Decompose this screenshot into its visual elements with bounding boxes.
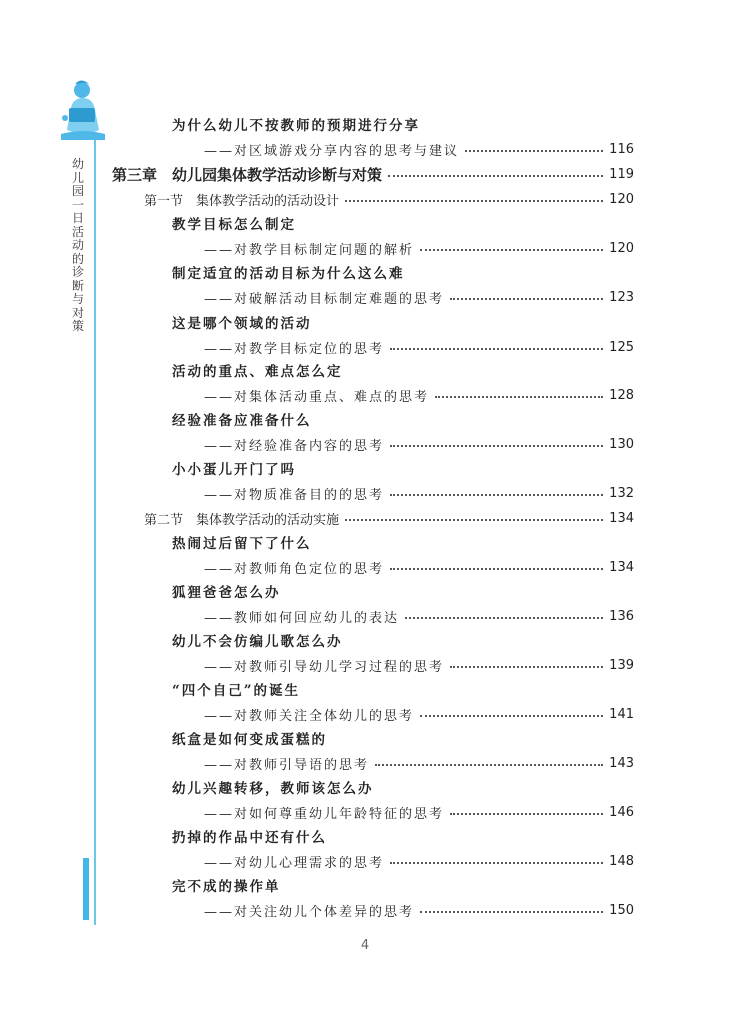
toc-page-number: 130 — [609, 436, 634, 452]
toc-text: 第二节 集体教学活动的活动实施 — [144, 512, 340, 528]
toc-text: 狐狸爸爸怎么办 — [172, 585, 281, 601]
toc-page-number: 116 — [609, 141, 634, 157]
page-number: 4 — [360, 938, 370, 953]
toc-entry-title[interactable] — [172, 358, 612, 382]
toc-text: 为什么幼儿不按教师的预期进行分享 — [172, 118, 420, 134]
toc-entry-title[interactable] — [172, 579, 612, 603]
toc-page-number: 119 — [609, 166, 634, 182]
toc-text: “四个自己”的诞生 — [172, 683, 301, 699]
toc-text: 经验准备应准备什么 — [172, 413, 312, 429]
toc-text: ——对如何尊重幼儿年龄特征的思考 — [204, 806, 445, 822]
toc-leader-dots — [390, 494, 603, 496]
toc-page-number: 143 — [609, 755, 634, 771]
toc-text: ——对教师角色定位的思考 — [204, 561, 385, 577]
toc-leader-dots — [405, 617, 603, 619]
toc-text: ——对教师关注全体幼儿的思考 — [204, 708, 415, 724]
toc-leader-dots — [345, 519, 603, 521]
toc-entry-title[interactable] — [172, 775, 612, 799]
toc-entry-subtitle[interactable] — [204, 653, 634, 677]
side-decor-bar — [83, 858, 89, 920]
toc-entry-subtitle[interactable] — [204, 702, 634, 726]
toc-text: 完不成的操作单 — [172, 879, 281, 895]
toc-leader-dots — [375, 764, 603, 766]
toc-leader-dots — [390, 445, 603, 447]
toc-leader-dots — [390, 348, 603, 350]
toc-text: ——教师如何回应幼儿的表达 — [204, 610, 400, 626]
toc-entry-title[interactable] — [172, 628, 612, 652]
toc-leader-dots — [435, 396, 603, 398]
child-reading-icon — [55, 78, 111, 142]
toc-entry-title[interactable] — [172, 211, 612, 235]
toc-text: 第三章 幼儿园集体教学活动诊断与对策 — [112, 165, 383, 184]
toc-entry-subtitle[interactable] — [204, 285, 634, 309]
toc-page-number: 148 — [609, 853, 634, 869]
toc-leader-dots — [388, 175, 603, 177]
toc-page-number: 150 — [609, 902, 634, 918]
toc-entry-subtitle[interactable] — [204, 432, 634, 456]
toc-entry-subtitle[interactable] — [204, 383, 634, 407]
toc-text: ——对教师引导语的思考 — [204, 757, 370, 773]
toc-text: 制定适宜的活动目标为什么这么难 — [172, 266, 405, 282]
toc-text: 扔掉的作品中还有什么 — [172, 830, 327, 846]
toc-leader-dots — [450, 666, 603, 668]
toc-entry-title[interactable] — [172, 456, 612, 480]
toc-section[interactable] — [144, 506, 634, 530]
toc-entry-title[interactable] — [172, 407, 612, 431]
toc-text: 幼儿兴趣转移，教师该怎么办 — [172, 781, 374, 797]
toc-leader-dots — [390, 862, 603, 864]
toc-text: 第一节 集体教学活动的活动设计 — [144, 193, 340, 209]
toc-leader-dots — [390, 568, 603, 570]
toc-page-number: 125 — [609, 339, 634, 355]
toc-text: 幼儿不会仿编儿歌怎么办 — [172, 634, 343, 650]
toc-text: 这是哪个领域的活动 — [172, 316, 312, 332]
toc-entry-subtitle[interactable] — [204, 236, 634, 260]
toc-text: ——对破解活动目标制定难题的思考 — [204, 291, 445, 307]
toc-entry-subtitle[interactable] — [204, 604, 634, 628]
side-decor-line — [94, 135, 96, 925]
toc-text: ——对教学目标制定问题的解析 — [204, 242, 415, 258]
toc-leader-dots — [420, 715, 603, 717]
toc-page-number: 132 — [609, 485, 634, 501]
toc-entry-subtitle[interactable] — [204, 800, 634, 824]
toc-entry-subtitle[interactable] — [204, 335, 634, 359]
toc-entry-title[interactable] — [172, 873, 612, 897]
toc-page-number: 134 — [609, 510, 634, 526]
side-running-title: 幼儿园一日活动的诊断与对策 — [71, 157, 84, 333]
toc-leader-dots — [420, 911, 603, 913]
toc-entry-subtitle[interactable] — [204, 751, 634, 775]
toc-text: ——对物质准备目的的思考 — [204, 487, 385, 503]
toc-leader-dots — [420, 249, 603, 251]
toc-text: ——对教师引导幼儿学习过程的思考 — [204, 659, 445, 675]
toc-page-number: 136 — [609, 608, 634, 624]
toc-text: 小小蛋儿开门了吗 — [172, 462, 296, 478]
toc-entry-title[interactable] — [172, 112, 612, 136]
toc-entry-title[interactable] — [172, 530, 612, 554]
toc-text: ——对集体活动重点、难点的思考 — [204, 389, 430, 405]
toc-page-number: 120 — [609, 191, 634, 207]
toc-entry-subtitle[interactable] — [204, 481, 634, 505]
toc-entry-title[interactable] — [172, 677, 612, 701]
toc-text: ——对经验准备内容的思考 — [204, 438, 385, 454]
toc-text: ——对关注幼儿个体差异的思考 — [204, 904, 415, 920]
toc-page-number: 128 — [609, 387, 634, 403]
toc-text: 活动的重点、难点怎么定 — [172, 364, 343, 380]
toc-text: 教学目标怎么制定 — [172, 217, 296, 233]
toc-entry-title[interactable] — [172, 824, 612, 848]
toc-entry-title[interactable] — [172, 310, 612, 334]
toc-text: 纸盒是如何变成蛋糕的 — [172, 732, 327, 748]
toc-entry-title[interactable] — [172, 260, 612, 284]
toc-leader-dots — [345, 200, 603, 202]
toc-leader-dots — [465, 150, 603, 152]
toc-text: ——对教学目标定位的思考 — [204, 341, 385, 357]
toc-entry-title[interactable] — [172, 726, 612, 750]
toc-text: ——对区域游戏分享内容的思考与建议 — [204, 143, 460, 159]
toc-page-number: 123 — [609, 289, 634, 305]
toc-leader-dots — [450, 298, 603, 300]
toc-page-number: 146 — [609, 804, 634, 820]
toc-page-number: 139 — [609, 657, 634, 673]
toc-entry-subtitle[interactable] — [204, 898, 634, 922]
toc-text: 热闹过后留下了什么 — [172, 536, 312, 552]
toc-entry-subtitle[interactable] — [204, 555, 634, 579]
toc-page-number: 120 — [609, 240, 634, 256]
toc-page-number: 134 — [609, 559, 634, 575]
toc-leader-dots — [450, 813, 603, 815]
toc-entry-subtitle[interactable] — [204, 849, 634, 873]
toc-text: ——对幼儿心理需求的思考 — [204, 855, 385, 871]
toc-chapter[interactable] — [112, 162, 634, 186]
toc-entry-subtitle[interactable] — [204, 137, 634, 161]
toc-page-number: 141 — [609, 706, 634, 722]
toc-section[interactable] — [144, 187, 634, 211]
